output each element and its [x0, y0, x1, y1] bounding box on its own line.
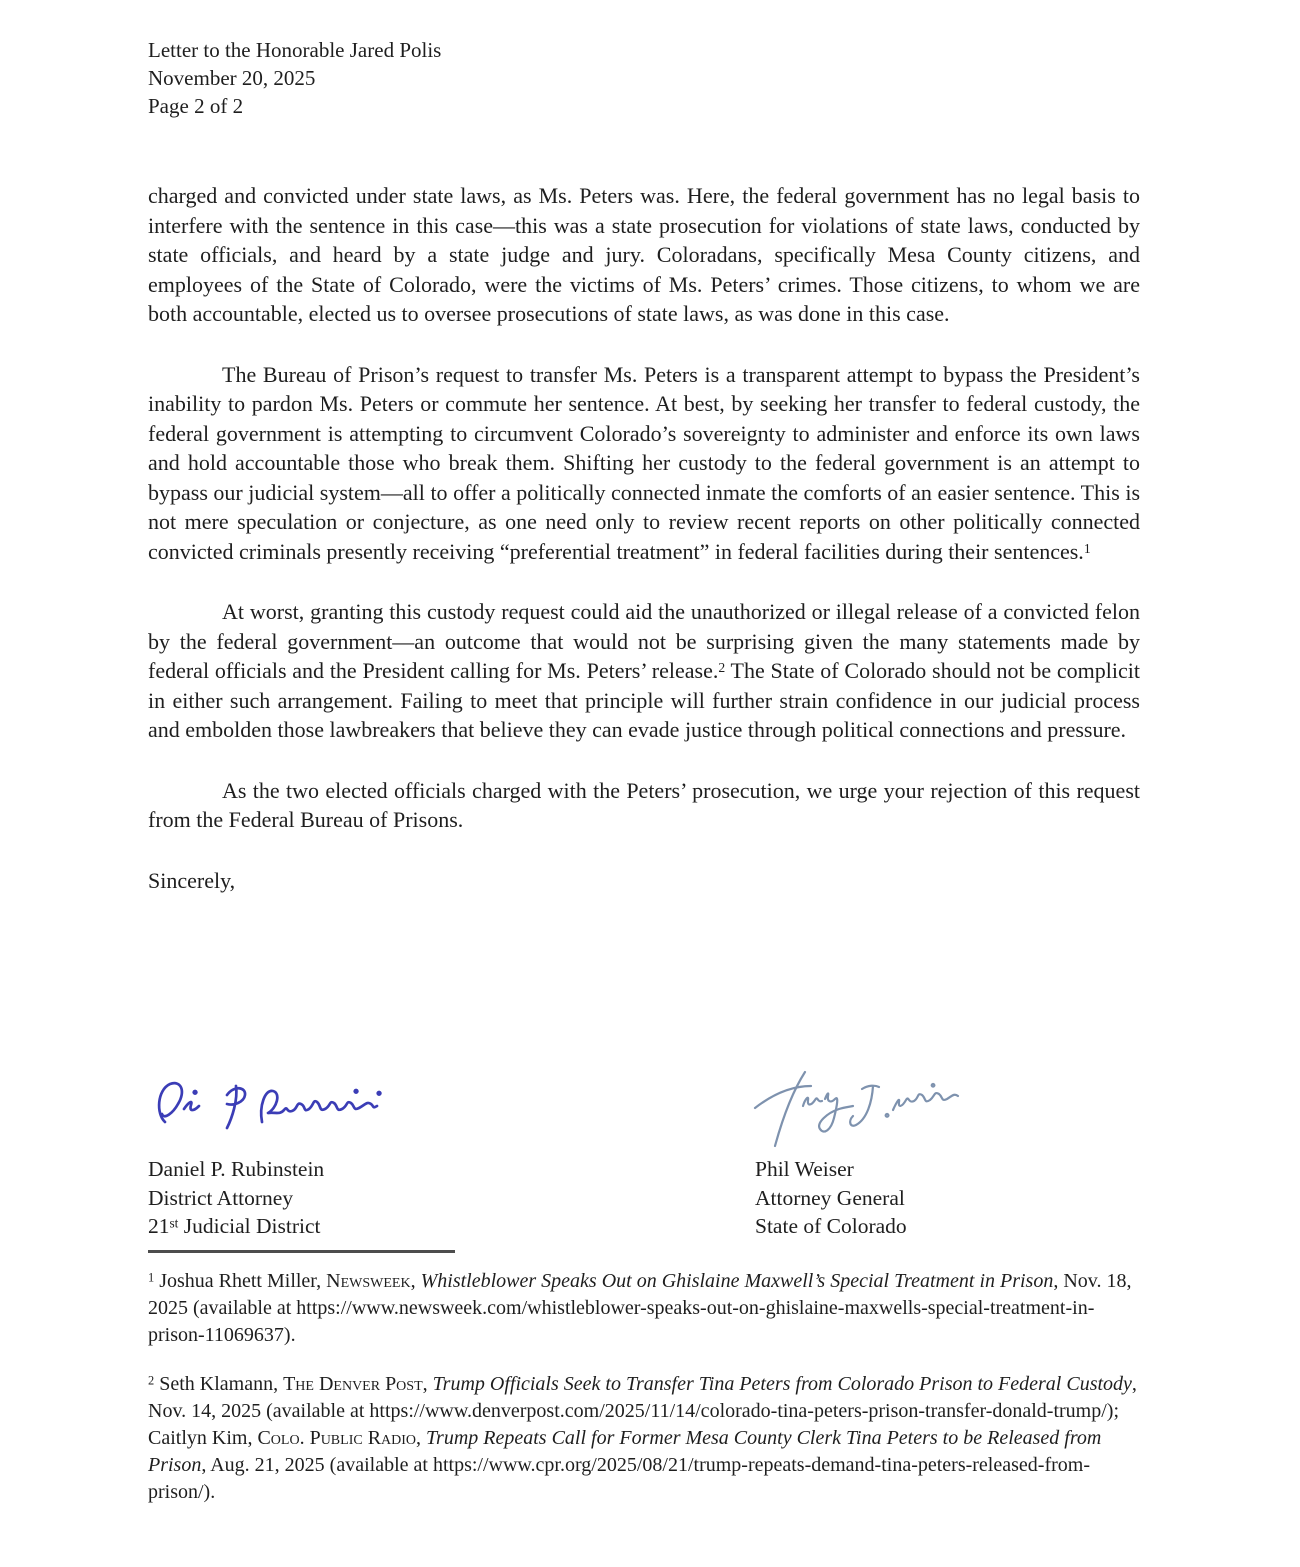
footnote-2-outlet: The Denver Post [283, 1373, 423, 1395]
letter-body [148, 181, 1140, 926]
footnote-1-sep: , [410, 1270, 421, 1292]
letter-date: November 20, 2025 [148, 66, 316, 90]
signer-left-name: Daniel P. Rubinstein [148, 1157, 325, 1181]
footnote-2-author: Seth Klamann, [154, 1373, 284, 1395]
footnote-2-citation-mid: , Nov. 14, 2025 (available at https://www.denverpost.com/2025/11/14/colorado-tina-peters-prison-transfer-donald-trump/); Caitlyn Kim, [148, 1373, 1137, 1449]
signer-right-block [755, 1155, 907, 1241]
footnote-1-marker: 1 [148, 1270, 155, 1285]
signature-daniel-rubinstein-ink [150, 1076, 420, 1134]
signer-left-title: District Attorney [148, 1185, 294, 1210]
footnote-1-article-title: Whistleblower Speaks Out on Ghislaine Maxwell’s Special Treatment in Prison [420, 1270, 1054, 1292]
body-paragraph-3 [148, 597, 1140, 745]
paragraph-3-text-b: The State of Colorado should not be complicit in either such arrangement. Failing to meet that principle will further strain confidence in our judicial process and embolden those lawbreakers that believe they can evade justice through political connections and pressure. [148, 658, 1141, 742]
footnote-2-outlet-2: Colo. Public Radio [257, 1427, 417, 1449]
closing-salutation: Sincerely, [148, 867, 236, 893]
letter-reference-line: Letter to the Honorable Jared Polis [148, 38, 442, 62]
footnote-reference-1: 1 [1083, 540, 1091, 556]
footnote-2-citation-tail: , Aug. 21, 2025 (available at https://www.cpr.org/2025/08/21/trump-repeats-demand-tina-peters-released-from-prison/). [148, 1454, 1090, 1503]
signer-right-title: Attorney General [755, 1185, 905, 1210]
footnote-1 [148, 1268, 1148, 1349]
footnote-reference-2: 2 [718, 659, 726, 675]
footnote-2-article-title: Trump Officials Seek to Transfer Tina Peters from Colorado Prison to Federal Custody [432, 1373, 1132, 1395]
paragraph-4-text: As the two elected officials charged with the Peters’ prosecution, we urge your rejection of this request from the Federal Bureau of Prisons. [148, 777, 1140, 832]
footnote-2-marker: 2 [148, 1373, 155, 1388]
paragraph-1-text: charged and convicted under state laws, as Ms. Peters was. Here, the federal government has no legal basis to interfere with the sentence in this case—this was a state prosecution for violations of state laws, conducted by state officials, and heard by a state judge and jury. Coloradans, specifically Mesa County citizens, and employees of the State of Colorado, were the victims of Ms. Peters’ crimes. Those citizens, to whom we are both accountable, elected us to oversee prosecutions of state laws, as was done in this case. [148, 183, 1140, 326]
footnote-separator [148, 1250, 455, 1253]
signer-left-district [148, 1212, 324, 1241]
paragraph-2-text: The Bureau of Prison’s request to transfer Ms. Peters is a transparent attempt to bypass the President’s inability to pardon Ms. Peters or commute her sentence. At best, by seeking her transfer to federal custody, the federal government is attempting to circumvent Colorado’s sovereignty to administer and enforce its own laws and hold accountable those who break them. Shifting her custody to the federal government is an attempt to bypass our judicial system—all to offer a politically connected inmate the comforts of an easier sentence. This is not mere speculation or conjecture, as one need only to review recent reports on other politically connected convicted criminals presently receiving “preferential treatment” in federal facilities during their sentences. [148, 361, 1140, 564]
footnote-2-sep: , [422, 1373, 433, 1395]
signature-phil-weiser-ink [745, 1062, 960, 1154]
signer-right-org: State of Colorado [755, 1214, 907, 1238]
footnote-1-author: Joshua Rhett Miller, [154, 1270, 327, 1292]
footnote-section [148, 1250, 1148, 1528]
body-paragraph-2 [148, 360, 1140, 567]
footnote-2-sep-2: , [416, 1427, 427, 1449]
footnote-1-citation-tail: , Nov. 18, 2025 (available at https://www.newsweek.com/whistleblower-speaks-out-on-ghislaine-maxwells-special-treatment-in-prison-11069637). [148, 1270, 1132, 1346]
body-paragraph-1 [148, 181, 1140, 329]
footnote-2 [148, 1371, 1148, 1506]
signature-block [148, 1062, 1140, 1247]
signer-left-block [148, 1155, 324, 1241]
letter-header [148, 36, 441, 120]
signer-right-name: Phil Weiser [755, 1157, 854, 1181]
footnote-1-outlet: Newsweek [326, 1270, 411, 1292]
body-paragraph-4 [148, 776, 1140, 835]
page-number: Page 2 of 2 [148, 94, 244, 118]
footnote-2-article-title-2: Trump Repeats Call for Former Mesa County Clerk Tina Peters to be Released from Prison [148, 1427, 1102, 1476]
paragraph-3-text-a: At worst, granting this custody request could aid the unauthorized or illegal release of a convicted felon by the federal government—an outcome that would not be surprising given the many statements made by federal officials and the President calling for Ms. Peters’ release. [148, 599, 1140, 683]
district-label: Judicial District [178, 1214, 321, 1238]
district-ordinal: st [169, 1215, 179, 1231]
district-number: 21 [148, 1214, 170, 1238]
